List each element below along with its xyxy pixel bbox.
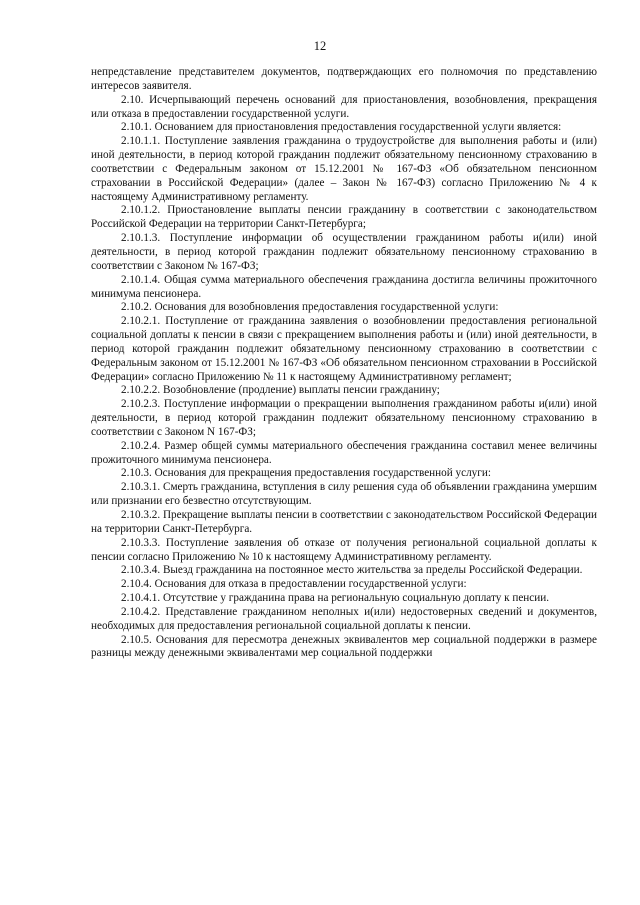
paragraph-p10: 2.10.2.2. Возобновление (продление) выплаты пенсии гражданину; <box>121 384 440 397</box>
paragraph-p01: непредставление представителем документов, подтверждающих его полномочия по представлению интересов заявителя. <box>91 66 597 92</box>
document-body <box>91 66 597 661</box>
page-number: 12 <box>313 39 327 53</box>
paragraph-p12: 2.10.2.4. Размер общей суммы материального обеспечения гражданина составил менее величины прожиточного минимума пенсионера. <box>91 439 597 466</box>
paragraph-p11: 2.10.2.3. Поступление информации о прекращении выполнения гражданином работы и(или) иной деятельности, в период которой гражданин подлежит обязательному пенсионному страхованию в соответствии с Законом N 167-ФЗ; <box>91 398 597 438</box>
paragraph-p08: 2.10.2. Основания для возобновления предоставления государственной услуги: <box>121 301 499 314</box>
paragraph-p20: 2.10.4.2. Представление гражданином неполных и(или) недостоверных сведений и документов, необходимых для предоставления региональной социальной доплаты к пенсии. <box>91 605 597 632</box>
paragraph-p21: 2.10.5. Основания для пересмотра денежных эквивалентов мер социальной поддержки в размере разницы между денежными эквивалентами мер социальной поддержки <box>91 633 597 660</box>
paragraph-p19: 2.10.4.1. Отсутствие у гражданина права на региональную социальную доплату к пенсии. <box>121 592 550 605</box>
paragraph-p14: 2.10.3.1. Смерть гражданина, вступления в силу решения суда об объявлении гражданина умершим или признании его безвестно отсутствующим. <box>91 481 597 508</box>
paragraph-p06: 2.10.1.3. Поступление информации об осуществлении гражданином работы и(или) иной деятельности, в период которой гражданин подлежит обязательному пенсионному страхованию в соответствии с Законом № 167-ФЗ; <box>91 232 597 272</box>
paragraph-p03: 2.10.1. Основанием для приостановления предоставления государственной услуги является: <box>121 121 562 134</box>
paragraph-p17: 2.10.3.4. Выезд гражданина на постоянное место жительства за пределы Российской Федерации. <box>121 564 583 577</box>
paragraph-p02: 2.10. Исчерпывающий перечень оснований для приостановления, возобновления, прекращения или отказа в предоставлении государственной услуги. <box>91 93 597 120</box>
paragraph-p09: 2.10.2.1. Поступление от гражданина заявления о возобновлении предоставления региональной социальной доплаты к пенсии в связи с прекращением выполнения работы и (или) иной деятельности, в период которой гражданин подлежит обязательному пенсионному страхованию в соответствии с Федеральным законом от 15.12.2001 № 167-ФЗ «Об обязательном пенсионном страховании в Российской Федерации» согласно Приложению № 11 к настоящему Административному регламент; <box>91 315 597 383</box>
paragraph-p13: 2.10.3. Основания для прекращения предоставления государственной услуги: <box>121 467 491 480</box>
paragraph-p16: 2.10.3.3. Поступление заявления об отказе от получения региональной социальной доплаты к пенсии согласно Приложению № 10 к настоящему Административному регламенту. <box>91 536 597 563</box>
paragraph-p15: 2.10.3.2. Прекращение выплаты пенсии в соответствии с законодательством Российской Федерации на территории Санкт-Петербурга. <box>91 509 597 535</box>
paragraph-p05: 2.10.1.2. Приостановление выплаты пенсии гражданину в соответствии с законодательством Российской Федерации на территории Санкт-Петербурга; <box>91 204 597 231</box>
paragraph-p18: 2.10.4. Основания для отказа в предоставлении государственной услуги: <box>121 578 467 591</box>
paragraph-p04: 2.10.1.1. Поступление заявления гражданина о трудоустройстве для выполнения работы и (или) иной деятельности, в период которой гражданин подлежит обязательному пенсионному страхованию в соответствии с Федеральным законом от 15.12.2001 № 167-ФЗ «Об обязательном пенсионном страховании в Российской Федерации» (далее – Закон № 167-ФЗ) согласно Приложению № 4 к настоящему Административному регламенту. <box>91 135 597 203</box>
paragraph-p07: 2.10.1.4. Общая сумма материального обеспечения гражданина достигла величины прожиточного минимума пенсионера. <box>91 273 597 300</box>
